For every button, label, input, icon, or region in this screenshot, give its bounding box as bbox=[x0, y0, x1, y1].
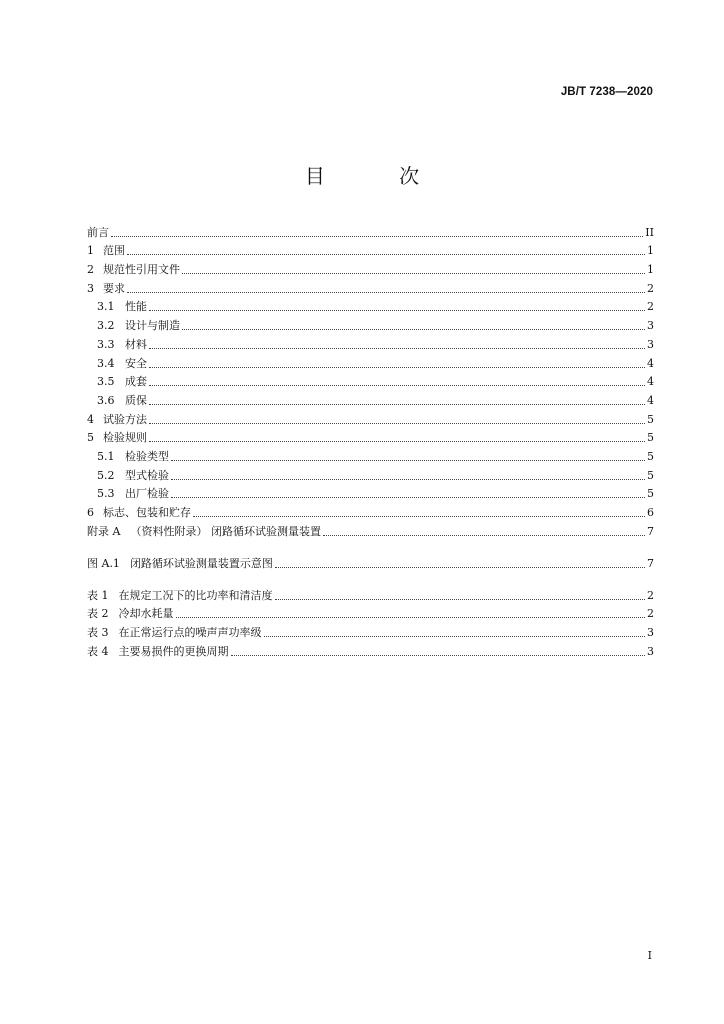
toc-entry[interactable] bbox=[87, 483, 654, 502]
page-number: I bbox=[647, 949, 652, 962]
toc-entry-title: 规范性引用文件 bbox=[103, 263, 180, 277]
toc-entry-page: 5 bbox=[647, 468, 654, 482]
dot-leader bbox=[182, 273, 645, 274]
toc-entry[interactable] bbox=[87, 221, 654, 240]
toc-entry[interactable] bbox=[87, 371, 654, 390]
toc-entry-title: 冷却水耗量 bbox=[118, 607, 174, 621]
toc-entry-page: II bbox=[645, 225, 654, 239]
toc-entry-number: 附录 A bbox=[87, 524, 121, 538]
toc-entry-title: 要求 bbox=[103, 281, 125, 295]
dot-leader bbox=[171, 497, 645, 498]
toc-entry-page: 7 bbox=[647, 524, 654, 538]
dot-leader bbox=[149, 367, 645, 368]
toc-entry-page: 2 bbox=[647, 300, 654, 314]
standard-code: JB/T 7238—2020 bbox=[560, 86, 653, 98]
toc-entry[interactable] bbox=[87, 314, 654, 333]
toc-entry-page: 7 bbox=[647, 556, 654, 570]
toc-entry-page: 1 bbox=[647, 263, 654, 277]
toc-entry[interactable] bbox=[87, 603, 654, 622]
dot-leader bbox=[149, 310, 645, 311]
toc-entry-page: 1 bbox=[647, 244, 654, 258]
dot-leader bbox=[193, 516, 645, 517]
toc-entry-title: 检验类型 bbox=[125, 449, 169, 463]
toc-entry-number: 3.3 bbox=[97, 337, 115, 351]
dot-leader bbox=[275, 567, 645, 568]
toc-entry-title: 闭路循环试验测量装置示意图 bbox=[129, 556, 273, 570]
toc-entry[interactable] bbox=[87, 258, 654, 277]
toc-entry-title: （资料性附录） 闭路循环试验测量装置 bbox=[130, 524, 321, 538]
toc-entry-page: 2 bbox=[647, 281, 654, 295]
toc-entry[interactable] bbox=[87, 640, 654, 659]
toc-entry-number: 表 3 bbox=[87, 626, 109, 640]
toc-entry-page: 2 bbox=[647, 607, 654, 621]
toc-entry-number: 表 1 bbox=[87, 588, 109, 602]
toc-entry-page: 3 bbox=[647, 319, 654, 333]
toc-entry-number: 表 4 bbox=[87, 644, 109, 658]
toc-entry-page: 5 bbox=[647, 487, 654, 501]
toc-entry-number: 3.1 bbox=[97, 300, 115, 314]
toc-entry[interactable] bbox=[87, 621, 654, 640]
toc-entry-title: 范围 bbox=[103, 244, 125, 258]
toc-entry[interactable] bbox=[87, 464, 654, 483]
toc-entry-number: 3.6 bbox=[97, 393, 115, 407]
toc-entry-number: 3.5 bbox=[97, 375, 115, 389]
toc-entry[interactable] bbox=[87, 296, 654, 315]
toc-entry-title: 主要易损件的更换周期 bbox=[118, 644, 229, 658]
toc-entry-title: 安全 bbox=[125, 356, 147, 370]
toc-entry-title: 前言 bbox=[87, 225, 109, 239]
dot-leader bbox=[149, 423, 645, 424]
toc-entry-page: 3 bbox=[647, 644, 654, 658]
toc-entry-number: 表 2 bbox=[87, 607, 109, 621]
toc-entry[interactable] bbox=[87, 352, 654, 371]
toc-entry-page: 3 bbox=[647, 626, 654, 640]
dot-leader bbox=[111, 236, 643, 237]
toc-entry-page: 5 bbox=[647, 412, 654, 426]
toc-entry-number: 5.3 bbox=[97, 487, 115, 501]
toc-entry-title: 成套 bbox=[125, 375, 147, 389]
toc-entry-title: 质保 bbox=[125, 393, 147, 407]
dot-leader bbox=[149, 348, 645, 349]
toc-entry-title: 型式检验 bbox=[125, 468, 169, 482]
toc-entry-page: 4 bbox=[647, 393, 654, 407]
toc-entry-number: 图 A.1 bbox=[87, 556, 120, 570]
toc-entry-title: 材料 bbox=[125, 337, 147, 351]
toc-entry[interactable] bbox=[87, 571, 654, 603]
toc-entry-number: 3.4 bbox=[97, 356, 115, 370]
toc-entry-title: 检验规则 bbox=[103, 431, 147, 445]
toc-entry-page: 5 bbox=[647, 449, 654, 463]
toc-entry[interactable] bbox=[87, 501, 654, 520]
dot-leader bbox=[127, 292, 645, 293]
toc-entry[interactable] bbox=[87, 539, 654, 571]
dot-leader bbox=[171, 479, 645, 480]
toc-entry-number: 3 bbox=[87, 281, 94, 295]
toc-entry-number: 4 bbox=[87, 412, 94, 426]
toc-entry-number: 5.2 bbox=[97, 468, 115, 482]
toc-entry[interactable] bbox=[87, 333, 654, 352]
toc-entry-number: 1 bbox=[87, 244, 94, 258]
dot-leader bbox=[149, 385, 645, 386]
dot-leader bbox=[149, 441, 645, 442]
toc-entry[interactable] bbox=[87, 240, 654, 259]
dot-leader bbox=[149, 404, 645, 405]
toc-entry-page: 4 bbox=[647, 375, 654, 389]
toc-entry-title: 出厂检验 bbox=[125, 487, 169, 501]
dot-leader bbox=[275, 599, 646, 600]
dot-leader bbox=[231, 655, 646, 656]
table-of-contents bbox=[87, 221, 654, 659]
toc-entry-number: 5.1 bbox=[97, 449, 115, 463]
toc-entry-title: 标志、包装和贮存 bbox=[103, 506, 191, 519]
toc-entry-page: 5 bbox=[647, 431, 654, 445]
toc-entry-number: 3.2 bbox=[97, 319, 115, 333]
dot-leader bbox=[176, 617, 646, 618]
toc-entry-title: 在正常运行点的噪声声功率级 bbox=[118, 626, 262, 640]
toc-entry[interactable] bbox=[87, 427, 654, 446]
dot-leader bbox=[182, 329, 645, 330]
toc-entry-number: 2 bbox=[87, 263, 94, 277]
toc-entry[interactable] bbox=[87, 520, 654, 539]
page-title: 目 次 bbox=[304, 164, 454, 188]
toc-entry[interactable] bbox=[87, 408, 654, 427]
toc-entry-title: 在规定工况下的比功率和清洁度 bbox=[118, 588, 273, 602]
toc-entry-title: 设计与制造 bbox=[125, 319, 180, 333]
dot-leader bbox=[171, 460, 645, 461]
toc-entry-page: 2 bbox=[647, 588, 654, 602]
toc-entry[interactable] bbox=[87, 445, 654, 464]
dot-leader bbox=[127, 254, 645, 255]
toc-entry-number: 6 bbox=[87, 506, 94, 519]
toc-entry-title: 性能 bbox=[125, 300, 147, 314]
toc-entry-number: 5 bbox=[87, 431, 94, 445]
toc-entry-page: 4 bbox=[647, 356, 654, 370]
toc-entry-page: 6 bbox=[647, 506, 654, 519]
dot-leader bbox=[264, 636, 646, 637]
toc-entry-title: 试验方法 bbox=[103, 412, 147, 426]
toc-entry-page: 3 bbox=[647, 337, 654, 351]
toc-entry[interactable] bbox=[87, 277, 654, 296]
toc-entry[interactable] bbox=[87, 389, 654, 408]
dot-leader bbox=[323, 535, 645, 536]
